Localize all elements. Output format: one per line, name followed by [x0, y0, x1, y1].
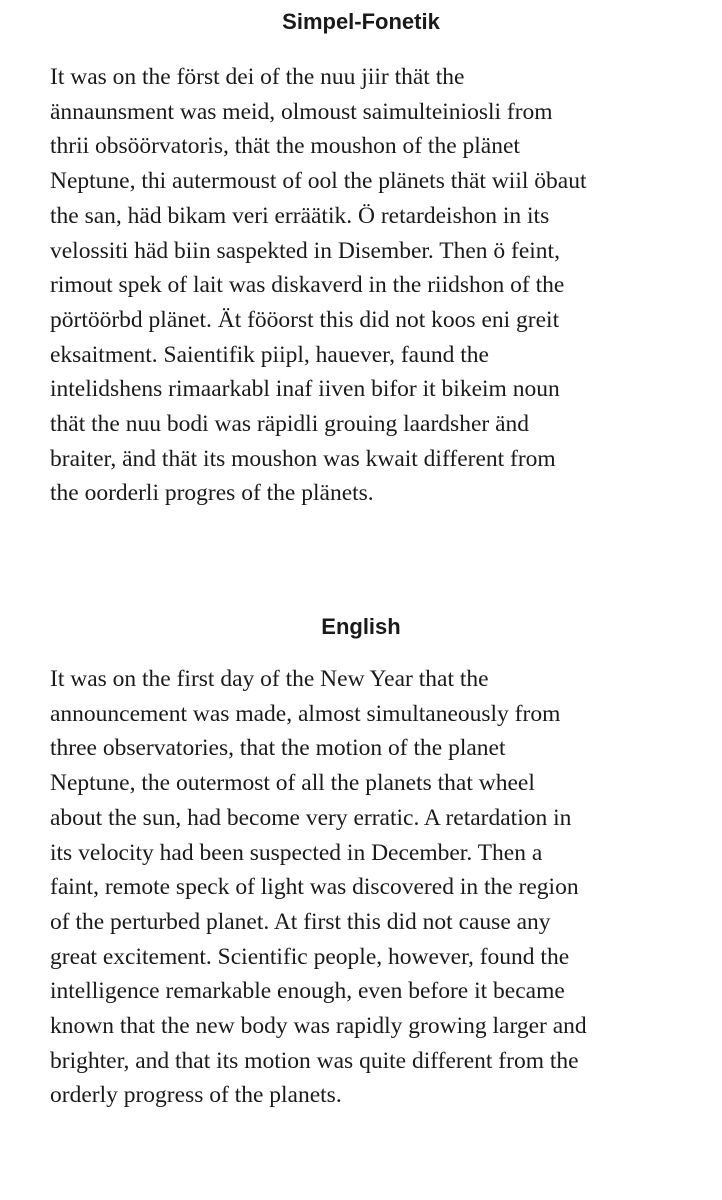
text-line: velossiti häd biin saspekted in Disember. Then ö feint,: [50, 237, 560, 264]
text-line: three observatories, that the motion of the planet: [50, 735, 506, 762]
text-line: orderly progress of the planets.: [50, 1082, 342, 1109]
text-line: thät the nuu bodi was räpidli grouing laardsher änd: [50, 411, 530, 438]
text-line: great excitement. Scientific people, however, found the: [50, 943, 570, 970]
text-line: faint, remote speck of light was discovered in the region: [50, 874, 579, 901]
text-line: pörtöörbd plänet. Ät fööorst this did not koos eni greit: [50, 306, 560, 333]
text-line: about the sun, had become very erratic. A retardation in: [50, 804, 572, 831]
text-line: Neptune, thi autermoust of ool the plänets thät wiil öbaut: [50, 168, 587, 195]
text-line: braiter, änd thät its moushon was kwait different from: [50, 445, 556, 472]
text-line: its velocity had been suspected in December. Then a: [50, 839, 543, 866]
paragraph-simpel-fonetik: [50, 60, 690, 511]
text-line: rimout spek of lait was diskaverd in the riidshon of the: [50, 272, 565, 299]
text-line: known that the new body was rapidly growing larger and: [50, 1013, 587, 1040]
text-line: Neptune, the outermost of all the planets that wheel: [50, 770, 535, 797]
text-line: It was on the first day of the New Year that the: [50, 666, 489, 692]
text-line: thrii obsöörvatoris, thät the moushon of the plänet: [50, 133, 520, 160]
text-line: the san, häd bikam veri erräätik. Ö retardeishon in its: [50, 202, 550, 229]
text-line: intelidshens rimaarkabl inaf iiven bifor it bikeim noun: [50, 376, 560, 403]
section-heading-simpel-fonetik: Simpel-Fonetik: [282, 9, 440, 34]
text-line: eksaitment. Saientifik piipl, hauever, faund the: [50, 341, 489, 368]
text-line: brighter, and that its motion was quite different from the: [50, 1047, 579, 1074]
text-line: announcement was made, almost simultaneously from: [50, 700, 561, 727]
text-line: intelligence remarkable enough, even before it became: [50, 978, 565, 1005]
text-line: of the perturbed planet. At first this did not cause any: [50, 908, 551, 935]
text-line: ännaunsment was meid, olmoust saimulteiniosli from: [50, 98, 553, 125]
text-line: the oorderli progres of the plänets.: [50, 480, 374, 507]
paragraph-english: [50, 662, 690, 1113]
section-heading-english: English: [321, 614, 401, 639]
text-line: It was on the först dei of the nuu jiir thät the: [50, 64, 465, 90]
